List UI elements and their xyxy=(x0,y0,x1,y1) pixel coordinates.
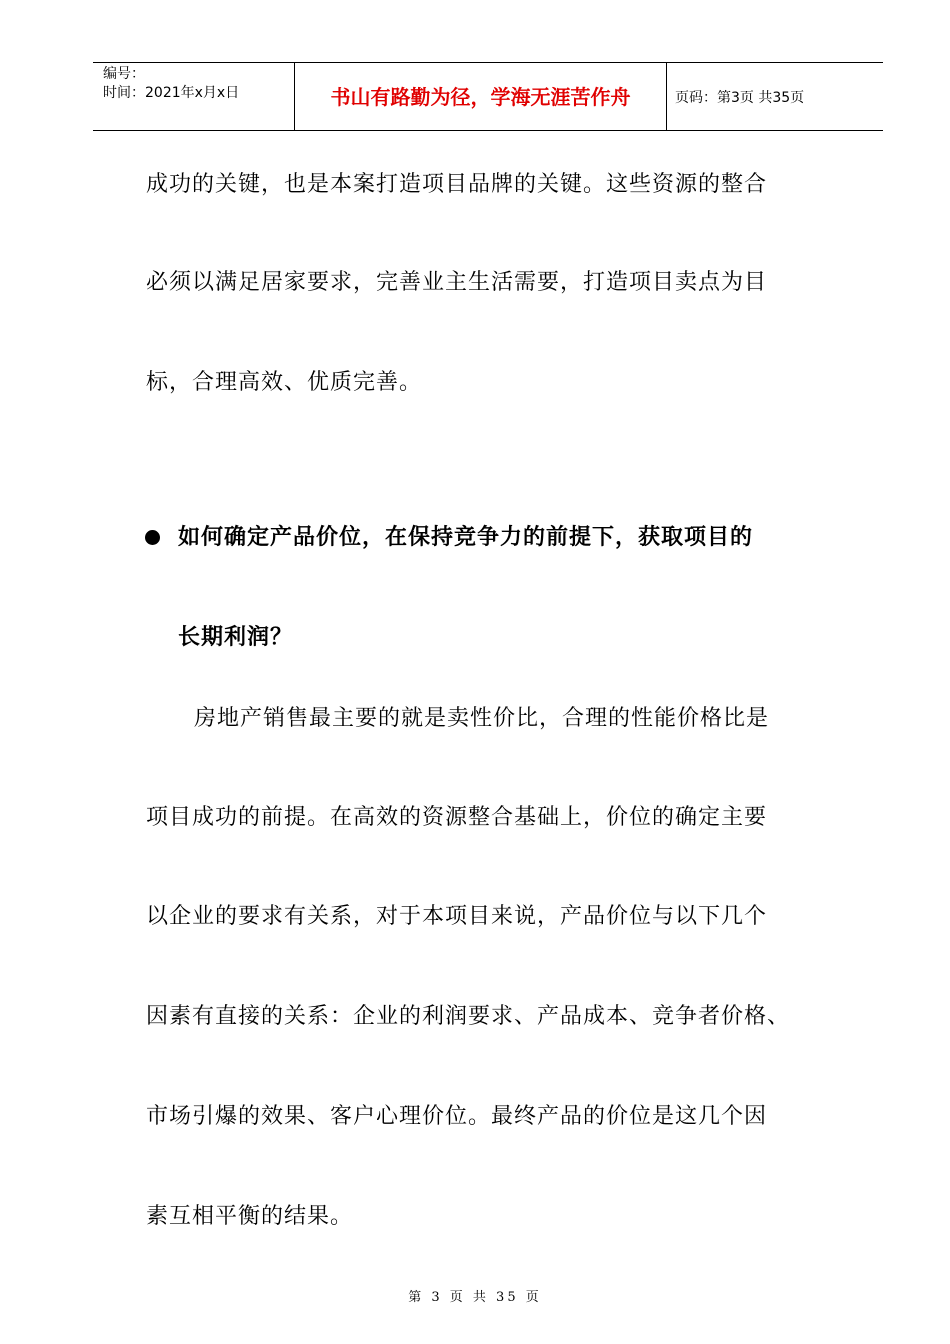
paragraph-line: 素互相平衡的结果。 xyxy=(146,1204,354,1229)
header-meta-cell xyxy=(93,63,295,130)
header-page-code: 页码：第3页 共35页 xyxy=(675,90,805,106)
paragraph-line: 项目成功的前提。在高效的资源整合基础上，价位的确定主要 xyxy=(146,805,768,830)
page-footer: 第 3 页 共 35 页 xyxy=(408,1290,542,1305)
header-page-cell xyxy=(667,63,883,130)
document-time-label: 时间：2021年x月x日 xyxy=(103,85,240,101)
document-number-label: 编号： xyxy=(103,66,145,82)
paragraph-line: 市场引爆的效果、客户心理价位。最终产品的价位是这几个因 xyxy=(146,1104,768,1129)
paragraph-line: 因素有直接的关系：企业的利润要求、产品成本、竞争者价格、 xyxy=(146,1004,791,1029)
header-motto-cell xyxy=(295,63,667,130)
paragraph-line: 以企业的要求有关系，对于本项目来说，产品价位与以下几个 xyxy=(146,904,768,929)
section-heading-line: 长期利润？ xyxy=(178,625,294,650)
page-header xyxy=(93,62,883,131)
paragraph-line: 成功的关键，也是本案打造项目品牌的关键。这些资源的整合 xyxy=(146,172,768,197)
paragraph-line: 必须以满足居家要求，完善业主生活需要，打造项目卖点为目 xyxy=(146,270,768,295)
paragraph-line: 标，合理高效、优质完善。 xyxy=(146,370,423,395)
header-motto: 书山有路勤为径，学海无涯苦作舟 xyxy=(330,85,631,109)
section-heading-line: 如何确定产品价位，在保持竞争力的前提下，获取项目的 xyxy=(178,525,754,550)
bullet-dot-icon xyxy=(145,530,160,545)
paragraph-line: 房地产销售最主要的就是卖性价比，合理的性能价格比是 xyxy=(194,706,770,731)
